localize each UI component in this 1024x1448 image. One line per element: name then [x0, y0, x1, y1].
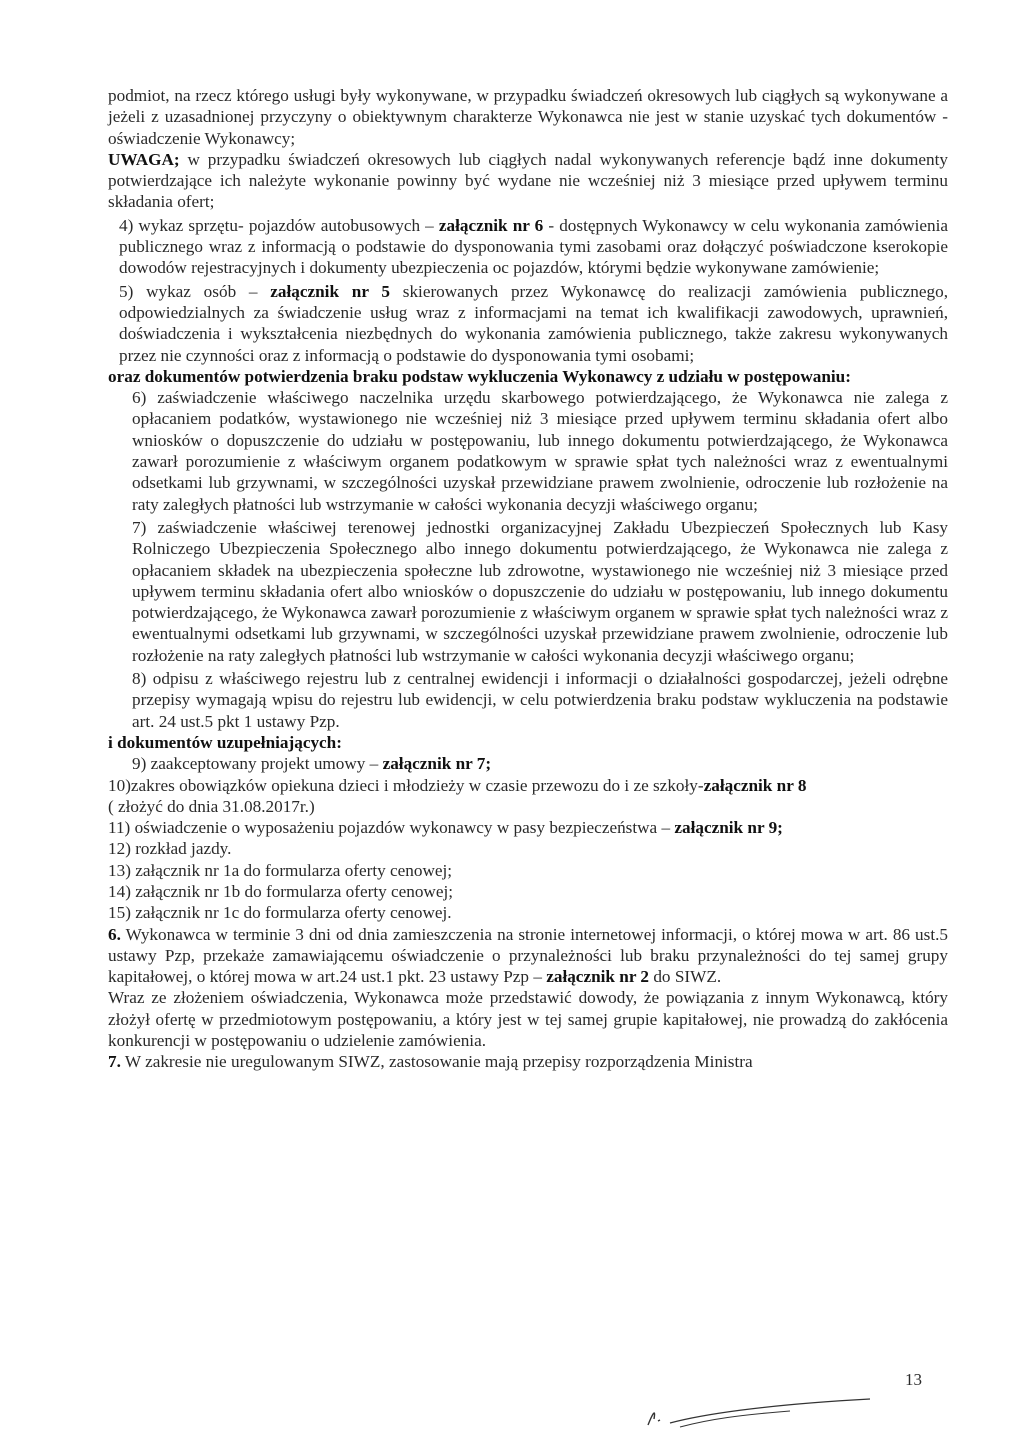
section-6-text: Wykonawca w terminie 3 dni od dnia zamieszczenia na stronie internetowej informacji, o której mowa w art. 86 ust.5 ustawy Pzp, przekaże zamawiającemu oświadczenie o przynależności lub braku przynależności do tej samej grupy kapitałowej, o której mowa w art.24 ust.1 pkt. 23 ustawy Pzp – [108, 924, 948, 987]
section-6-evidence: Wraz ze złożeniem oświadczenia, Wykonawca może przedstawić dowody, że powiązania z innym Wykonawcą, który złożył ofertę w przedmiotowym postępowaniu, a który jest w tej samej grupie kapitałowej, nie prowadzą do zakłócenia konkurencji w postępowaniu o udzielenie zamówienia. [108, 988, 948, 1051]
paragraph-uwaga [108, 149, 948, 213]
list-item-7: 7) zaświadczenie właściwej terenowej jednostki organizacyjnej Zakładu Ubezpieczeń Społecznych lub Kasy Rolniczego Ubezpieczenia Społecznego albo innego dokumentu potwierdzającego, że Wykonawca nie zalega z opłacaniem składek na ubezpieczenia społeczne lub zdrowotne, wystawionego nie wcześniej niż 3 miesiące przed upływem terminu składania ofert albo wniosków o dopuszczenie do udziału w postępowaniu, lub innego dokumentu potwierdzającego, że Wykonawca zawarł porozumienie z właściwym organem w sprawie spłat tych należności wraz z ewentualnymi odsetkami lub grzywnami, w szczególności uzyskał przewidziane prawem zwolnienie, odroczenie lub rozłożenie na raty zaległych płatności lub wstrzymanie w całości wykonania decyzji właściwego organu; [132, 517, 948, 665]
list-item-4 [108, 215, 948, 279]
heading-oraz-text: oraz dokumentów potwierdzenia braku podstaw wykluczenia Wykonawcy z udziału w postępowaniu: [108, 366, 851, 386]
list-item-14: 14) załącznik nr 1b do formularza oferty cenowej; [108, 881, 454, 901]
item5-attachment: załącznik nr 5 [270, 281, 390, 301]
section-6-text-end: do SIWZ. [649, 967, 722, 987]
uwaga-label: UWAGA; [108, 149, 180, 169]
section-7-text: W zakresie nie uregulowanym SIWZ, zastosowanie mają przepisy rozporządzenia Ministra [120, 1052, 753, 1072]
heading-exclusion-documents [108, 366, 948, 387]
page-number: 13 [905, 1370, 922, 1389]
section-7 [108, 1051, 948, 1072]
list-item-9 [108, 753, 948, 774]
list-item-6: 6) zaświadczenie właściwego naczelnika urzędu skarbowego potwierdzającego, że Wykonawca nie zalega z opłacaniem podatków, wystawionego nie wcześniej niż 3 miesiące przed upływem terminu składania ofert albo wniosków o dopuszczenie do udziału w postępowaniu, lub innego dokumentu potwierdzającego, że Wykonawca zawarł porozumienie z właściwym organem podatkowym w sprawie spłat tych należności wraz z ewentualnymi odsetkami lub grzywnami, w szczególności uzyskał przewidziane prawem zwolnienie, odroczenie lub rozłożenie na raty zaległych płatności lub wstrzymanie w całości wykonania decyzji właściwego organu; [132, 388, 948, 514]
list-item-12: 12) rozkład jazdy. [108, 839, 232, 859]
item9-text: 9) zaakceptowany projekt umowy – [132, 754, 383, 774]
section-7-number: 7. [108, 1052, 121, 1072]
item5-text-rest: skierowanych przez Wykonawcę do realizacji zamówienia publicznego, odpowiedzialnych za świadczenie usług wraz z informacjami na temat ich kwalifikacji zawodowych, uprawnień, doświadczenia i wykształcenia niezbędnych do wykonania zamówienia publicznego, także zakresu wykonywanych przez nie czynności oraz z informacją o podstawie do dysponowania tymi osobami; [119, 281, 948, 365]
item5-text: 5) wykaz osób – [119, 281, 271, 301]
heading-uzup-text: i dokumentów uzupełniających: [108, 732, 342, 752]
item4-attachment: załącznik nr 6 [438, 215, 544, 235]
list-item-13: 13) załącznik nr 1a do formularza oferty cenowej; [108, 860, 453, 880]
uwaga-text: w przypadku świadczeń okresowych lub ciągłych nadal wykonywanych referencje bądź inne dokumenty potwierdzające ich należyte wykonanie powinny być wydane nie wcześniej niż 3 miesiące przed upływem terminu składania ofert; [108, 149, 948, 212]
list-item-11 [108, 817, 948, 838]
section-6-number: 6. [108, 924, 121, 944]
item11-text: 11) oświadczenie o wyposażeniu pojazdów wykonawcy w pasy bezpieczeństwa – [108, 818, 675, 838]
list-item-15: 15) załącznik nr 1c do formularza oferty cenowej. [108, 903, 452, 923]
item4-text-rest: - dostępnych Wykonawcy w celu wykonania zamówienia publicznego wraz z informacją o podstawie do dysponowania tymi zasobami oraz dołączyć poświadczone kserokopie dowodów rejestracyjnych i dokumenty ubezpieczenia oc pojazdów, którymi będzie wykonywane zamówienie; [119, 215, 949, 278]
document-body [108, 85, 948, 1073]
section-6-attachment: załącznik nr 2 [546, 967, 650, 987]
item4-text: 4) wykaz sprzętu- pojazdów autobusowych – [119, 215, 439, 235]
list-item-5 [108, 281, 948, 366]
signature-mark [640, 1385, 880, 1435]
item9-attachment: załącznik nr 7; [382, 754, 492, 774]
paragraph-podmiot: podmiot, na rzecz którego usługi były wykonywane, w przypadku świadczeń okresowych lub ciągłych są wykonywane a jeżeli z uzasadnionej przyczyny o obiektywnym charakterze Wykonawca nie jest w stanie uzyskać tych dokumentów - oświadczenie Wykonawcy; [108, 86, 948, 148]
item10-text: 10)zakres obowiązków opiekuna dzieci i młodzieży w czasie przewozu do i ze szkoły- [108, 775, 704, 795]
item10-attachment: załącznik nr 8 [703, 775, 807, 795]
item10-deadline: ( złożyć do dnia 31.08.2017r.) [108, 796, 315, 816]
heading-supplementary-documents [108, 732, 948, 753]
section-6 [108, 924, 948, 988]
item11-attachment: załącznik nr 9; [674, 818, 783, 838]
list-item-8: 8) odpisu z właściwego rejestru lub z centralnej ewidencji i informacji o działalności gospodarczej, jeżeli odrębne przepisy wymagają wpisu do rejestru lub ewidencji, w celu potwierdzenia braku podstaw wykluczenia na podstawie art. 24 ust.5 pkt 1 ustawy Pzp. [132, 669, 948, 731]
list-item-10 [108, 775, 948, 818]
